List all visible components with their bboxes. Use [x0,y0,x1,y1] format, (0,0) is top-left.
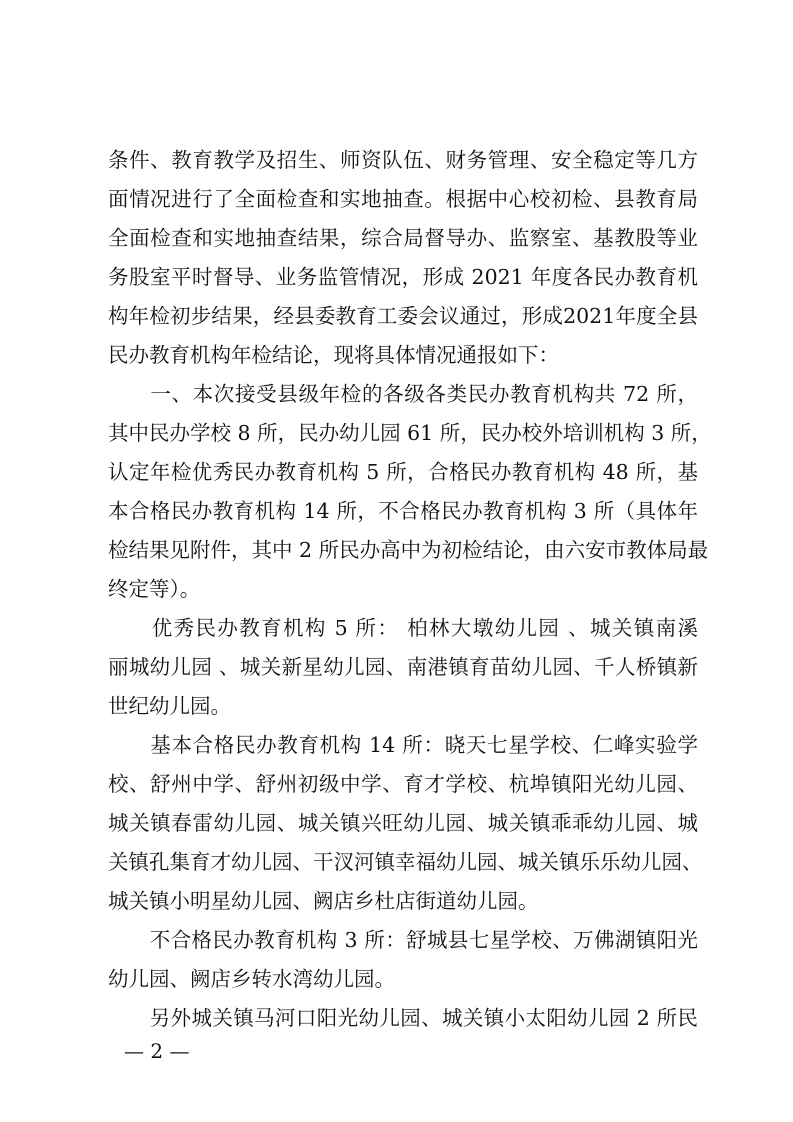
body-line: 其中民办学校 8 所，民办幼儿园 61 所，民办校外培训机构 3 所， [108,421,712,445]
body-line: 世纪幼儿园。 [108,694,231,718]
body-line: 基本合格民办教育机构 14 所：晓天七星学校、仁峰实验学 [108,733,698,757]
body-line: 另外城关镇马河口阳光幼儿园、城关镇小太阳幼儿园 2 所民 [108,1006,698,1030]
body-line: 务股室平时督导、业务监管情况，形成 2021 年度各民办教育机 [108,265,698,289]
body-line: 城关镇春雷幼儿园、城关镇兴旺幼儿园、城关镇乖乖幼儿园、城 [108,811,698,835]
body-line: 检结果见附件，其中 2 所民办高中为初检结论，由六安市教体局最 [108,538,709,562]
body-line: 校、舒州中学、舒州初级中学、育才学校、杭埠镇阳光幼儿园、 [108,772,698,796]
body-line: 构年检初步结果，经县委教育工委会议通过，形成2021年度全县 [108,304,698,328]
body-line: 关镇孔集育才幼儿园、干汊河镇幸福幼儿园、城关镇乐乐幼儿园、 [108,850,703,874]
body-line: 优秀民办教育机构 5 所： 柏林大墩幼儿园 、城关镇南溪 [108,616,698,640]
body-line: 本合格民办教育机构 14 所，不合格民办教育机构 3 所（具体年 [108,499,698,523]
body-line: 不合格民办教育机构 3 所：舒城县七星学校、万佛湖镇阳光 [108,928,698,952]
body-line: 丽城幼儿园 、城关新星幼儿园、南港镇育苗幼儿园、千人桥镇新 [108,655,698,679]
body-line: 全面检查和实地抽查结果，综合局督导办、监察室、基教股等业 [108,226,698,250]
body-line: 终定等）。 [108,577,201,601]
body-line: 认定年检优秀民办教育机构 5 所，合格民办教育机构 48 所，基 [108,460,698,484]
body-line: 城关镇小明星幼儿园、阙店乡杜店街道幼儿园。 [108,889,539,913]
body-line: 民办教育机构年检结论，现将具体情况通报如下： [108,343,559,367]
page-number: — 2 — [124,1039,190,1063]
body-line: 一、本次接受县级年检的各级各类民办教育机构共 72 所， [108,382,698,406]
body-line: 面情况进行了全面检查和实地抽查。根据中心校初检、县教育局 [108,187,698,211]
body-line: 条件、教育教学及招生、师资队伍、财务管理、安全稳定等几方 [108,148,698,172]
body-line: 幼儿园、阙店乡转水湾幼儿园。 [108,967,395,991]
